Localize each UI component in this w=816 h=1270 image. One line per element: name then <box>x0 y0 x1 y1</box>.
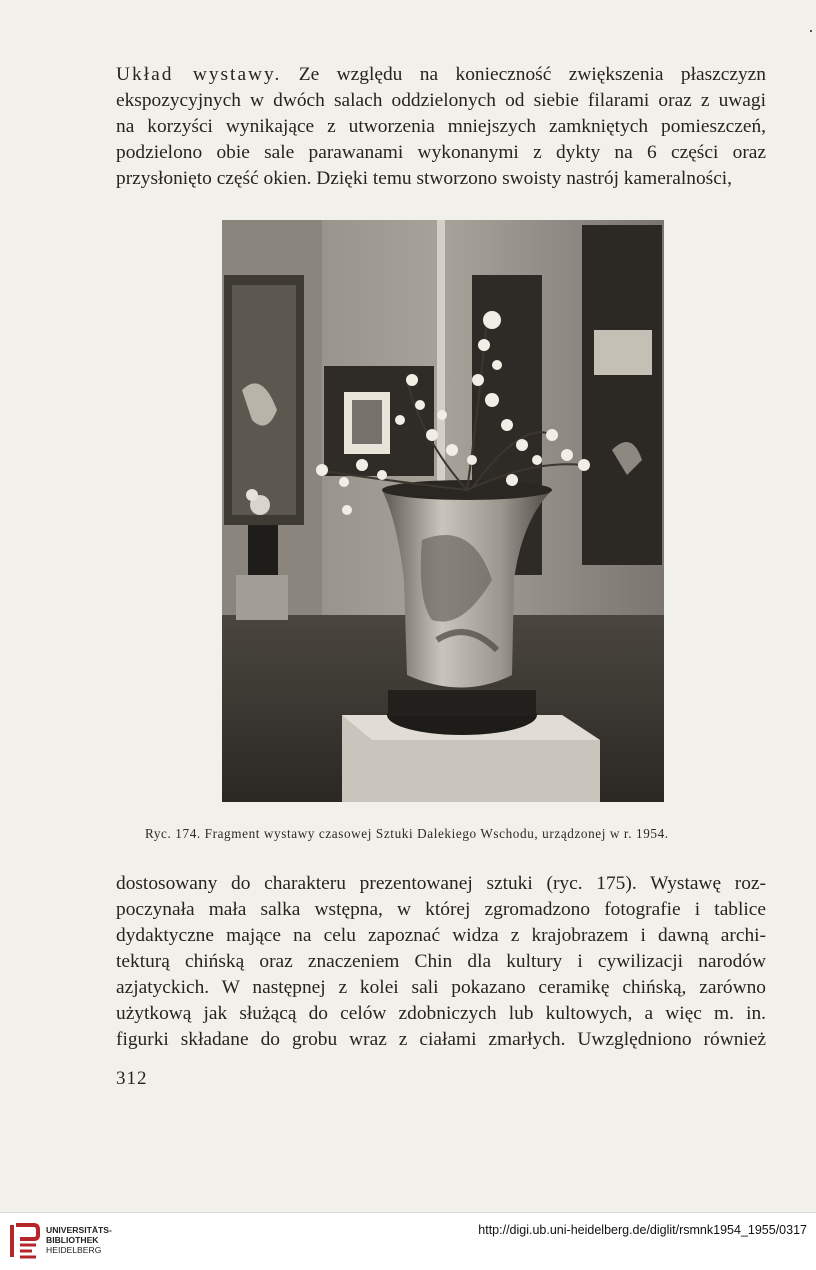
paragraph-top <box>116 62 766 192</box>
vase-photograph-illustration <box>222 220 664 802</box>
paragraph-top-line-2: ekspozycyjnych w dwóch salach oddzielonych od siebie filarami oraz z uwagi <box>116 90 766 111</box>
paragraph-top-line-3: na korzyści wynikające z utworzenia mniejszych zamkniętych pomieszczeń, <box>116 116 766 137</box>
paragraph-top-line-5: przysłonięto część okien. Dzięki temu stworzono swoisty nastrój kameralności, <box>116 168 733 189</box>
library-logo-icon <box>8 1221 40 1261</box>
exhibition-photo <box>222 220 664 802</box>
paragraph-bottom-line-1: dostosowany do charakteru prezentowanej sztuki (ryc. 175). Wystawę roz- <box>116 873 766 894</box>
paragraph-top-line-4: podzielono obie sale parawanami wykonanymi z dykty na 6 części oraz <box>116 142 766 163</box>
paragraph-bottom-line-7: figurki składane do grobu wraz z ciałami zmarłych. Uwzględniono również <box>116 1029 766 1050</box>
paragraph-bottom-line-5: azjatyckich. W następnej z kolei sali pokazano ceramikę chińską, zarówno <box>116 977 766 998</box>
library-name: UNIVERSITÄTS- BIBLIOTHEK HEIDELBERG <box>46 1225 112 1255</box>
section-lead: Układ wystawy. <box>116 64 282 85</box>
paragraph-bottom <box>116 871 766 1053</box>
page-number: 312 <box>116 1068 148 1089</box>
paragraph-top-line-1: Układ wystawy. Ze względu na konieczność zwiększenia płaszczyzn <box>116 64 766 85</box>
paragraph-bottom-line-6: użytkową jak służącą do celów zdobniczych lub kultowych, a więc m. in. <box>116 1003 766 1024</box>
permalink-url[interactable]: http://digi.ub.uni-heidelberg.de/diglit/rsmnk1954_1955/0317 <box>478 1223 807 1237</box>
figure-caption: Ryc. 174. Fragment wystawy czasowej Sztuki Dalekiego Wschodu, urządzonej w r. 1954. <box>145 826 669 841</box>
edge-mark <box>810 30 812 32</box>
paragraph-bottom-line-4: tekturą chińską oraz znaczeniem Chin dla kultury i cywilizacji narodów <box>116 951 766 972</box>
digitization-footer <box>0 1212 816 1270</box>
paragraph-bottom-line-2: poczynała mała salka wstępna, w której zgromadzono fotografie i tablice <box>116 899 766 920</box>
paragraph-bottom-line-3: dydaktyczne mające na celu zapoznać widza z krajobrazem i dawną archi- <box>116 925 766 946</box>
